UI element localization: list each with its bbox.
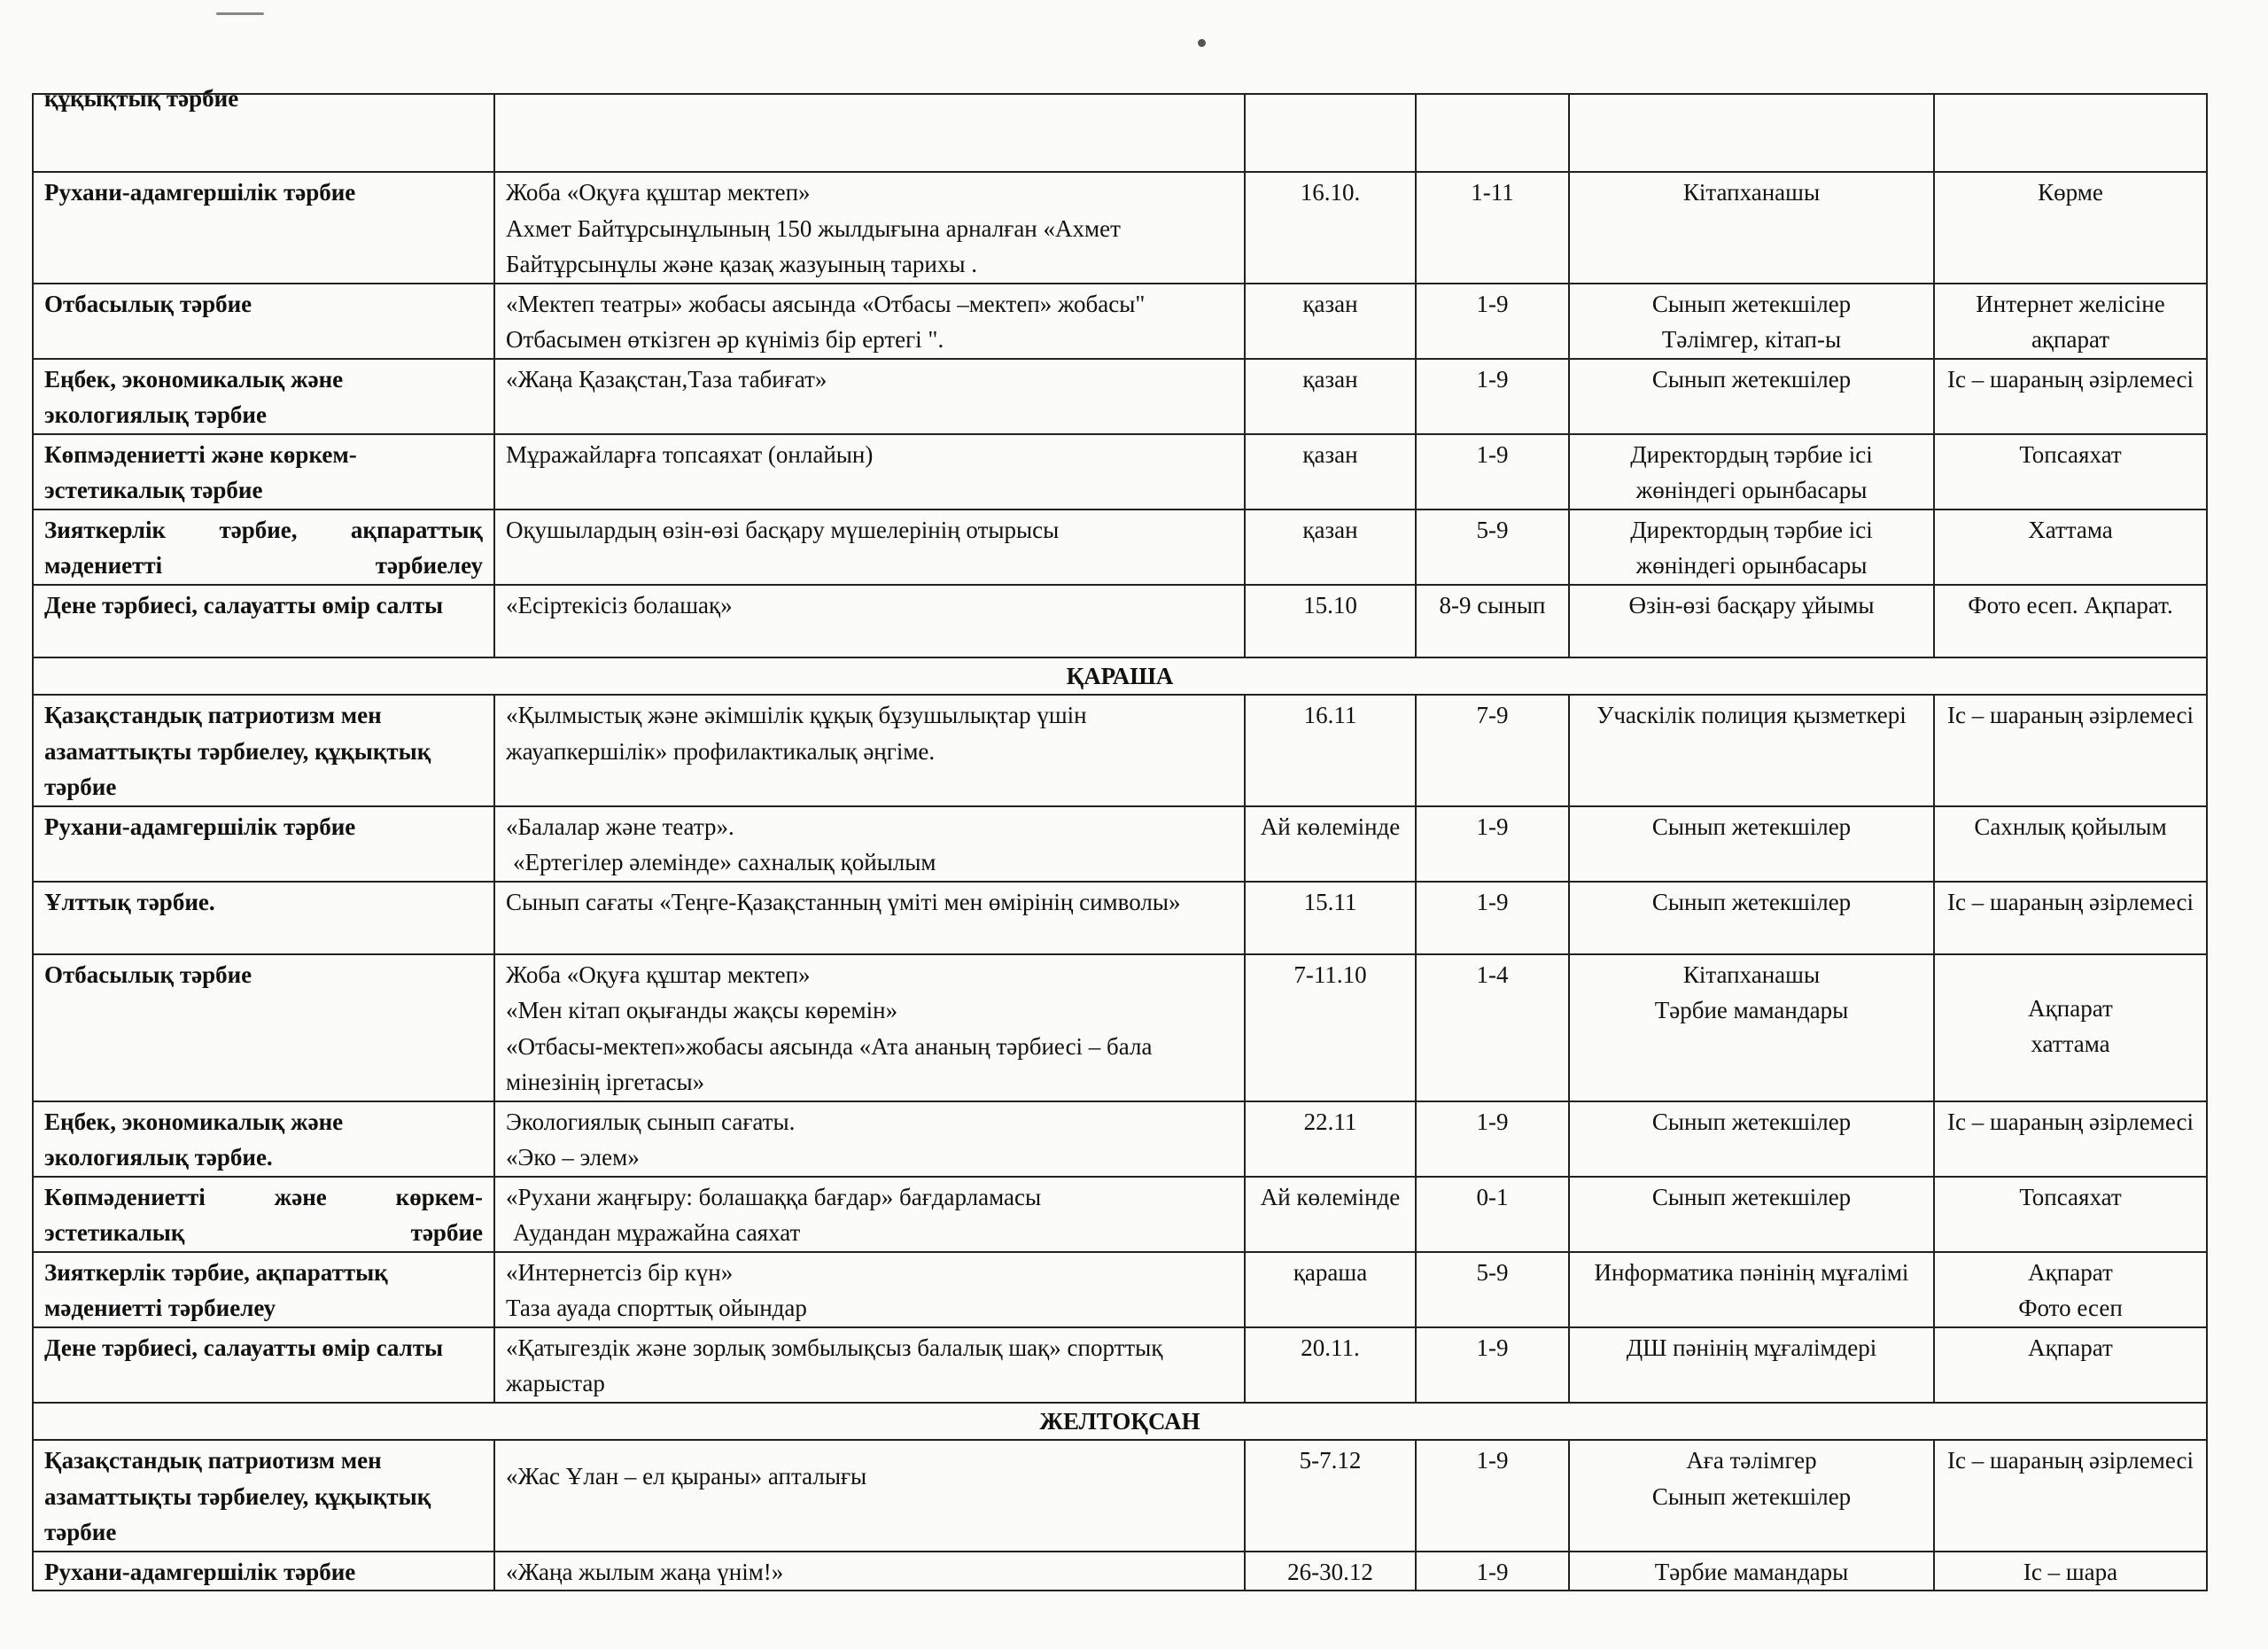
event-line: Сынып сағаты «Теңге-Қазақстанның үміті мен өмірінің символы» — [506, 888, 1181, 915]
responsible-cell — [1569, 806, 1934, 882]
date-line: 26-30.12 — [1287, 1558, 1373, 1585]
event-line: «Ертегілер әлемінде» сахналық қойылым — [513, 849, 936, 875]
direction-cell — [33, 1552, 494, 1591]
responsible-line: Директордың тәрбие ісі жөніндегі орынбасары — [1630, 440, 1873, 503]
responsible-line: Сынып жетекшілер — [1651, 888, 1852, 915]
form-line: Іс – шараның әзірлемесі — [1946, 365, 2194, 393]
event-line: «Мен кітап оқығанды жақсы көремін» — [506, 997, 898, 1023]
event-line: «Эко – элем» — [506, 1144, 640, 1171]
event-cell — [494, 1177, 1245, 1252]
event-line: «Есіртекісіз болашақ» — [506, 591, 733, 618]
class-line: 1-9 — [1476, 365, 1509, 393]
table-row — [33, 1440, 2207, 1552]
form-cell — [1934, 954, 2207, 1101]
responsible-cell — [1569, 1101, 1934, 1177]
form-cell — [1934, 284, 2207, 359]
event-cell — [494, 882, 1245, 954]
class-cell — [1416, 1552, 1569, 1591]
date-cell — [1245, 1252, 1416, 1327]
class-cell — [1416, 359, 1569, 434]
responsible-line: Тәрбие мамандары — [1654, 1558, 1849, 1585]
responsible-cell — [1569, 1177, 1934, 1252]
event-cell — [494, 284, 1245, 359]
direction-text: Рухани-адамгершілік тәрбие — [44, 179, 356, 206]
date-cell — [1245, 434, 1416, 509]
form-cell — [1934, 434, 2207, 509]
event-cell — [494, 1552, 1245, 1591]
direction-cell — [33, 1440, 494, 1552]
month-row — [33, 657, 2207, 696]
class-cell — [1416, 94, 1569, 172]
date-cell — [1245, 585, 1416, 657]
table-row — [33, 954, 2207, 1101]
form-cell — [1934, 1440, 2207, 1552]
class-line: 1-9 — [1476, 440, 1509, 468]
event-cell — [494, 434, 1245, 509]
form-line: Топсаяхат — [2019, 440, 2122, 468]
responsible-cell — [1569, 94, 1934, 172]
form-line: Іс – шараның әзірлемесі — [1946, 1108, 2194, 1135]
responsible-line: Кітапханашы — [1682, 961, 1821, 988]
responsible-cell — [1569, 1252, 1934, 1327]
form-cell — [1934, 1252, 2207, 1327]
direction-cell — [33, 954, 494, 1101]
event-line: «Отбасы-мектеп»жобасы аясында «Ата ананың тәрбиесі – бала мінезінің іргетасы» — [506, 1032, 1153, 1095]
class-line: 1-9 — [1476, 1108, 1509, 1135]
direction-cell — [33, 85, 494, 172]
table-row — [33, 882, 2207, 954]
table-row — [33, 695, 2207, 806]
class-cell — [1416, 172, 1569, 284]
event-line: Аудандан мұражайна саяхат — [513, 1219, 801, 1246]
table-row — [33, 172, 2207, 284]
form-line: Іс – шара — [2023, 1558, 2118, 1585]
event-line: «Жас Ұлан – ел қыраны» апталығы — [506, 1463, 867, 1490]
scan-smudge — [216, 12, 264, 15]
form-cell — [1934, 1101, 2207, 1177]
responsible-cell — [1569, 1327, 1934, 1403]
date-line: 16.11 — [1303, 702, 1357, 728]
direction-cell — [33, 1327, 494, 1403]
table-row — [33, 1252, 2207, 1327]
responsible-line: Сынып жетекшілер — [1651, 290, 1852, 317]
event-cell — [494, 585, 1245, 657]
table-row — [33, 359, 2207, 434]
date-line: Ай көлемінде — [1260, 1183, 1401, 1210]
table-row — [33, 1101, 2207, 1177]
event-cell — [494, 1252, 1245, 1327]
date-cell — [1245, 695, 1416, 806]
responsible-line: Директордың тәрбие ісі жөніндегі орынбасары — [1630, 516, 1873, 579]
form-line: Ақпарат — [2028, 1334, 2113, 1361]
responsible-line: Аға тәлімгер — [1686, 1447, 1817, 1474]
responsible-line: Сынып жетекшілер — [1651, 1482, 1852, 1510]
event-cell — [494, 1101, 1245, 1177]
form-cell — [1934, 509, 2207, 585]
event-line: «Қылмыстық және әкімшілік құқық бұзушылықтар үшін жауапкершілік» профилактикалық әңгіме. — [506, 702, 1087, 765]
date-cell — [1245, 1552, 1416, 1591]
form-line: Іс – шараның әзірлемесі — [1946, 1447, 2194, 1474]
class-line: 1-11 — [1471, 179, 1514, 206]
month-heading-december: ЖЕЛТОҚСАН — [33, 1403, 2207, 1441]
class-line: 1-9 — [1476, 888, 1509, 915]
direction-text: Ұлттық тәрбие. — [44, 888, 215, 915]
table-row — [33, 1552, 2207, 1591]
direction-cell — [33, 359, 494, 434]
date-cell — [1245, 1440, 1416, 1552]
date-line: 7-11.10 — [1293, 961, 1367, 988]
event-line: Оқушылардың өзін-өзі басқару мүшелерінің отырысы — [506, 516, 1060, 543]
date-cell — [1245, 954, 1416, 1101]
responsible-cell — [1569, 172, 1934, 284]
form-line: Іс – шараның әзірлемесі — [1946, 888, 2194, 915]
responsible-cell — [1569, 359, 1934, 434]
responsible-line: Тәлімгер, кітап-ы — [1661, 326, 1842, 353]
class-cell — [1416, 284, 1569, 359]
plan-table-body — [33, 85, 2207, 1591]
class-cell — [1416, 1252, 1569, 1327]
event-line: «Жаңа Қазақстан,Таза табиғат» — [506, 365, 827, 393]
class-cell — [1416, 806, 1569, 882]
event-cell — [494, 172, 1245, 284]
direction-cell — [33, 1252, 494, 1327]
direction-cell — [33, 882, 494, 954]
responsible-cell — [1569, 695, 1934, 806]
event-cell — [494, 94, 1245, 172]
date-line: 20.11. — [1301, 1334, 1360, 1361]
event-line: «Мектеп театры» жобасы аясында «Отбасы –мектеп» жобасы" Отбасымен өткізген әр күніміз бір ертегі ". — [506, 290, 1146, 353]
date-cell — [1245, 806, 1416, 882]
form-line: Фото есеп — [2018, 1295, 2123, 1321]
form-cell — [1934, 695, 2207, 806]
direction-cell — [33, 695, 494, 806]
form-line: Көрме — [2038, 179, 2103, 206]
date-line: Ай көлемінде — [1260, 813, 1401, 840]
event-cell — [494, 695, 1245, 806]
form-line: Фото есеп. Ақпарат. — [1968, 591, 2173, 618]
responsible-line: Информатика пәнінің мұғалімі — [1594, 1258, 1909, 1286]
class-line: 1-9 — [1476, 1447, 1509, 1474]
month-heading-november: ҚАРАША — [33, 657, 2207, 696]
form-cell — [1934, 1552, 2207, 1591]
responsible-line: Кітапханашы — [1682, 179, 1821, 206]
responsible-line: Тәрбие мамандары — [1654, 997, 1849, 1023]
table-row — [33, 94, 2207, 172]
date-cell — [1245, 509, 1416, 585]
class-line: 0-1 — [1476, 1183, 1509, 1210]
event-cell — [494, 359, 1245, 434]
responsible-line: Сынып жетекшілер — [1651, 1183, 1852, 1210]
form-cell — [1934, 94, 2207, 172]
direction-text: Көпмәдениетті және көркем-эстетикалық тәрбие — [44, 440, 357, 503]
table-row — [33, 434, 2207, 509]
date-line: қазан — [1302, 365, 1358, 393]
event-line: Мұражайларға топсаяхат (онлайын) — [506, 440, 874, 468]
class-line: 8-9 сынып — [1439, 591, 1546, 618]
event-cell — [494, 806, 1245, 882]
responsible-cell — [1569, 434, 1934, 509]
table-row — [33, 806, 2207, 882]
direction-text: Еңбек, экономикалық және экологиялық тәрбие. — [44, 1108, 344, 1171]
class-cell — [1416, 1440, 1569, 1552]
class-line: 1-9 — [1476, 1558, 1509, 1585]
date-line: 22.11 — [1303, 1108, 1357, 1135]
event-cell — [494, 954, 1245, 1101]
responsible-cell — [1569, 954, 1934, 1101]
responsible-line: ДШ пәнінің мұғалімдері — [1626, 1334, 1877, 1361]
direction-text: Отбасылық тәрбие — [44, 961, 252, 988]
direction-cell — [33, 1177, 494, 1252]
event-cell — [494, 1327, 1245, 1403]
responsible-line: Сынып жетекшілер — [1651, 365, 1852, 393]
date-line: қазан — [1302, 290, 1358, 317]
event-cell — [494, 509, 1245, 585]
date-line: қазан — [1302, 440, 1358, 468]
event-line: Таза ауада спорттық ойындар — [506, 1295, 807, 1321]
date-line: 15.11 — [1303, 888, 1357, 915]
direction-cell — [33, 172, 494, 284]
direction-text: Еңбек, экономикалық және экологиялық тәрбие — [44, 365, 344, 428]
event-line: «Жаңа жылым жаңа үнім!» — [506, 1558, 784, 1585]
form-line: Ақпарат — [2028, 1258, 2113, 1286]
form-cell — [1934, 1327, 2207, 1403]
direction-text: Зияткерлік тәрбие, ақпараттық мәдениетті тәрбиелеу — [44, 516, 483, 579]
form-line: Сахнлық қойылым — [1974, 813, 2167, 840]
date-cell — [1245, 94, 1416, 172]
class-line: 1-9 — [1476, 813, 1509, 840]
class-cell — [1416, 695, 1569, 806]
direction-cell — [33, 1101, 494, 1177]
date-cell — [1245, 1101, 1416, 1177]
date-cell — [1245, 1327, 1416, 1403]
responsible-cell — [1569, 882, 1934, 954]
class-cell — [1416, 434, 1569, 509]
form-line: Топсаяхат — [2019, 1183, 2122, 1210]
responsible-line: Учаскілік полиция қызметкері — [1596, 702, 1907, 728]
direction-text: құқықтық тәрбие — [44, 85, 239, 112]
scan-dot — [1198, 39, 1206, 47]
direction-text: Қазақстандық патриотизм мен азаматтықты тәрбиелеу, құқықтық тәрбие — [44, 702, 431, 800]
table-row — [33, 585, 2207, 657]
form-line: Іс – шараның әзірлемесі — [1946, 702, 2194, 728]
direction-cell — [33, 806, 494, 882]
event-line: Жоба «Оқуға құштар мектеп» — [506, 961, 811, 988]
event-line: «Интернетсіз бір күн» — [506, 1258, 734, 1286]
responsible-cell — [1569, 284, 1934, 359]
direction-text: Дене тәрбиесі, салауатты өмір салты — [44, 1334, 444, 1361]
direction-cell — [33, 434, 494, 509]
date-cell — [1245, 882, 1416, 954]
responsible-cell — [1569, 585, 1934, 657]
direction-cell — [33, 585, 494, 657]
date-line: 15.10 — [1303, 591, 1357, 618]
responsible-line: Өзін-өзі басқару ұйымы — [1628, 591, 1875, 618]
table-row — [33, 1327, 2207, 1403]
date-line: қазан — [1302, 516, 1358, 543]
date-cell — [1245, 359, 1416, 434]
date-line: қараша — [1293, 1258, 1368, 1286]
class-line: 5-9 — [1476, 516, 1509, 543]
form-line: Интернет желісіне ақпарат — [1976, 290, 2165, 353]
class-cell — [1416, 1177, 1569, 1252]
responsible-cell — [1569, 1552, 1934, 1591]
form-line: хаттама — [2031, 1031, 2110, 1057]
date-line: 5-7.12 — [1299, 1447, 1362, 1474]
event-line: Ахмет Байтұрсынұлының 150 жылдығына арналған «Ахмет Байтұрсынұлы және қазақ жазуының тарихы . — [506, 214, 1121, 277]
event-line: Жоба «Оқуға құштар мектеп» — [506, 179, 811, 206]
class-cell — [1416, 1327, 1569, 1403]
direction-text: Көпмәдениетті және көркем-эстетикалық тәрбие — [44, 1183, 483, 1246]
class-cell — [1416, 954, 1569, 1101]
class-line: 1-4 — [1476, 961, 1509, 988]
responsible-line: Сынып жетекшілер — [1651, 1108, 1852, 1135]
form-cell — [1934, 172, 2207, 284]
direction-text: Зияткерлік тәрбие, ақпараттық мәдениетті тәрбиелеу — [44, 1258, 388, 1321]
event-line: «Балалар және театр». — [506, 813, 734, 840]
direction-text: Қазақстандық патриотизм мен азаматтықты тәрбиелеу, құқықтық тәрбие — [44, 1447, 431, 1545]
direction-cell — [33, 509, 494, 585]
table-row — [33, 1177, 2207, 1252]
class-line: 7-9 — [1476, 702, 1509, 728]
class-line: 1-9 — [1476, 1334, 1509, 1361]
date-cell — [1245, 1177, 1416, 1252]
class-cell — [1416, 509, 1569, 585]
date-cell — [1245, 284, 1416, 359]
responsible-cell — [1569, 1440, 1934, 1552]
class-cell — [1416, 882, 1569, 954]
event-line: «Қатыгездік және зорлық зомбылықсыз балалық шақ» спорттық жарыстар — [506, 1334, 1163, 1396]
event-cell — [494, 1440, 1245, 1552]
month-row — [33, 1403, 2207, 1441]
table-row — [33, 284, 2207, 359]
table-row — [33, 509, 2207, 585]
class-line: 1-9 — [1476, 290, 1509, 317]
date-line: 16.10. — [1300, 179, 1361, 206]
direction-text: Рухани-адамгершілік тәрбие — [44, 1558, 356, 1585]
responsible-cell — [1569, 509, 1934, 585]
direction-text: Рухани-адамгершілік тәрбие — [44, 813, 356, 840]
class-cell — [1416, 585, 1569, 657]
direction-text: Дене тәрбиесі, салауатты өмір салты — [44, 591, 444, 618]
direction-text: Отбасылық тәрбие — [44, 290, 252, 317]
form-line: Хаттама — [2028, 516, 2113, 543]
form-cell — [1934, 1177, 2207, 1252]
form-cell — [1934, 882, 2207, 954]
event-line: Экологиялық сынып сағаты. — [506, 1108, 796, 1135]
form-cell — [1934, 359, 2207, 434]
direction-cell — [33, 284, 494, 359]
plan-table — [32, 85, 2208, 1591]
form-cell — [1934, 585, 2207, 657]
responsible-line: Сынып жетекшілер — [1651, 813, 1852, 840]
form-line: Ақпарат — [2028, 994, 2113, 1022]
class-line: 5-9 — [1476, 1258, 1509, 1286]
class-cell — [1416, 1101, 1569, 1177]
date-cell — [1245, 172, 1416, 284]
form-cell — [1934, 806, 2207, 882]
event-line: «Рухани жаңғыру: болашаққа бағдар» бағдарламасы — [506, 1183, 1042, 1210]
